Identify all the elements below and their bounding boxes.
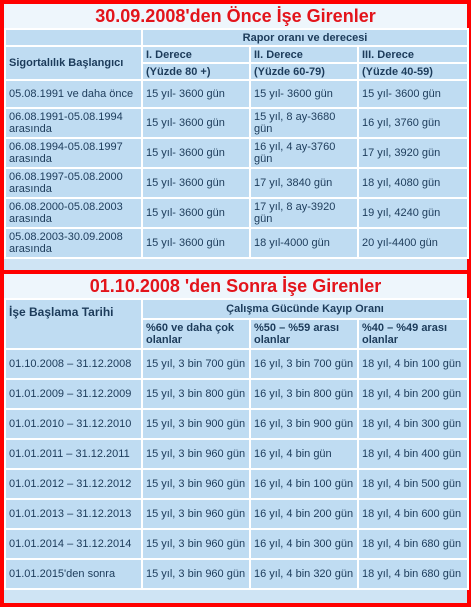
row-header: İşe Başlama Tarihi xyxy=(5,299,142,349)
start-cell: 05.08.2003-30.09.2008 arasında xyxy=(5,228,142,258)
value-cell: 18 yıl, 4080 gün xyxy=(358,168,468,198)
value-cell: 18 yıl, 4 bin 300 gün xyxy=(358,409,468,439)
value-cell: 16 yıl, 4 bin 100 gün xyxy=(250,469,358,499)
value-cell: 18 yıl, 4 bin 600 gün xyxy=(358,499,468,529)
value-cell: 16 yıl, 4 bin 320 gün xyxy=(250,559,358,589)
column-degree: II. Derece xyxy=(250,46,358,63)
report-header: Rapor oranı ve derecesi xyxy=(142,29,468,46)
loss-header: Çalışma Gücünde Kayıp Oranı xyxy=(142,299,468,319)
table-row xyxy=(5,198,468,228)
table-row xyxy=(5,529,468,559)
value-cell: 15 yıl- 3600 gün xyxy=(142,168,250,198)
column-header: %60 ve daha çok olanlar xyxy=(142,319,250,349)
row-header: Sigortalılık Başlangıcı xyxy=(5,46,142,80)
value-cell: 18 yıl, 4 bin 100 gün xyxy=(358,349,468,379)
value-cell: 16 yıl, 3 bin 800 gün xyxy=(250,379,358,409)
post-2008-title: 01.10.2008 'den Sonra İşe Girenler xyxy=(4,274,467,298)
value-cell: 16 yıl, 3 bin 700 gün xyxy=(250,349,358,379)
start-cell: 06.08.1991-05.08.1994 arasında xyxy=(5,108,142,138)
value-cell: 18 yıl, 4 bin 400 gün xyxy=(358,439,468,469)
value-cell: 15 yıl- 3600 gün xyxy=(142,198,250,228)
value-cell: 15 yıl, 3 bin 700 gün xyxy=(142,349,250,379)
start-cell: 01.01.2012 – 31.12.2012 xyxy=(5,469,142,499)
table-row xyxy=(5,409,468,439)
start-cell: 01.01.2015'den sonra xyxy=(5,559,142,589)
start-cell: 01.01.2014 – 31.12.2014 xyxy=(5,529,142,559)
value-cell: 15 yıl, 3 bin 960 gün xyxy=(142,439,250,469)
table-row xyxy=(5,108,468,138)
value-cell: 15 yıl, 3 bin 800 gün xyxy=(142,379,250,409)
post-2008-panel xyxy=(4,274,467,603)
start-cell: 05.08.1991 ve daha önce xyxy=(5,80,142,108)
table-row xyxy=(5,138,468,168)
value-cell: 18 yıl, 4 bin 200 gün xyxy=(358,379,468,409)
start-cell: 06.08.2000-05.08.2003 arasında xyxy=(5,198,142,228)
value-cell: 17 yıl, 8 ay-3920 gün xyxy=(250,198,358,228)
value-cell: 15 yıl- 3600 gün xyxy=(142,108,250,138)
value-cell: 15 yıl, 3 bin 960 gün xyxy=(142,559,250,589)
value-cell: 16 yıl, 4 bin 300 gün xyxy=(250,529,358,559)
start-cell: 06.08.1997-05.08.2000 arasında xyxy=(5,168,142,198)
value-cell: 15 yıl, 3 bin 960 gün xyxy=(142,499,250,529)
table-row xyxy=(5,379,468,409)
start-cell: 06.08.1994-05.08.1997 arasında xyxy=(5,138,142,168)
pre-2008-table xyxy=(4,28,469,259)
table-row xyxy=(5,499,468,529)
start-cell: 01.01.2010 – 31.12.2010 xyxy=(5,409,142,439)
column-range: (Yüzde 60-79) xyxy=(250,63,358,80)
pre-2008-title: 30.09.2008'den Önce İşe Girenler xyxy=(4,4,467,28)
value-cell: 16 yıl, 4 ay-3760 gün xyxy=(250,138,358,168)
column-header: %50 – %59 arası olanlar xyxy=(250,319,358,349)
post-2008-table xyxy=(4,298,469,590)
value-cell: 16 yıl, 4 bin 200 gün xyxy=(250,499,358,529)
value-cell: 17 yıl, 3920 gün xyxy=(358,138,468,168)
value-cell: 18 yıl-4000 gün xyxy=(250,228,358,258)
pre-2008-panel xyxy=(4,4,467,270)
table-row xyxy=(5,168,468,198)
table-row xyxy=(5,80,468,108)
value-cell: 15 yıl- 3600 gün xyxy=(142,228,250,258)
value-cell: 17 yıl, 3840 gün xyxy=(250,168,358,198)
value-cell: 18 yıl, 4 bin 680 gün xyxy=(358,559,468,589)
start-cell: 01.01.2009 – 31.12.2009 xyxy=(5,379,142,409)
value-cell: 15 yıl- 3600 gün xyxy=(250,80,358,108)
value-cell: 16 yıl, 3 bin 900 gün xyxy=(250,409,358,439)
column-range: (Yüzde 40-59) xyxy=(358,63,468,80)
value-cell: 20 yıl-4400 gün xyxy=(358,228,468,258)
value-cell: 15 yıl- 3600 gün xyxy=(358,80,468,108)
value-cell: 19 yıl, 4240 gün xyxy=(358,198,468,228)
start-cell: 01.10.2008 – 31.12.2008 xyxy=(5,349,142,379)
value-cell: 15 yıl, 8 ay-3680 gün xyxy=(250,108,358,138)
column-header: %40 – %49 arası olanlar xyxy=(358,319,468,349)
value-cell: 18 yıl, 4 bin 500 gün xyxy=(358,469,468,499)
value-cell: 16 yıl, 3760 gün xyxy=(358,108,468,138)
column-range: (Yüzde 80 +) xyxy=(142,63,250,80)
value-cell: 15 yıl, 3 bin 960 gün xyxy=(142,529,250,559)
start-cell: 01.01.2013 – 31.12.2013 xyxy=(5,499,142,529)
value-cell: 15 yıl, 3 bin 960 gün xyxy=(142,469,250,499)
table-row xyxy=(5,349,468,379)
column-degree: I. Derece xyxy=(142,46,250,63)
empty-corner xyxy=(5,29,142,46)
value-cell: 16 yıl, 4 bin gün xyxy=(250,439,358,469)
table-row xyxy=(5,439,468,469)
table-row xyxy=(5,228,468,258)
value-cell: 15 yıl- 3600 gün xyxy=(142,80,250,108)
value-cell: 18 yıl, 4 bin 680 gün xyxy=(358,529,468,559)
table-row xyxy=(5,559,468,589)
column-degree: III. Derece xyxy=(358,46,468,63)
value-cell: 15 yıl- 3600 gün xyxy=(142,138,250,168)
table-row xyxy=(5,469,468,499)
value-cell: 15 yıl, 3 bin 900 gün xyxy=(142,409,250,439)
start-cell: 01.01.2011 – 31.12.2011 xyxy=(5,439,142,469)
